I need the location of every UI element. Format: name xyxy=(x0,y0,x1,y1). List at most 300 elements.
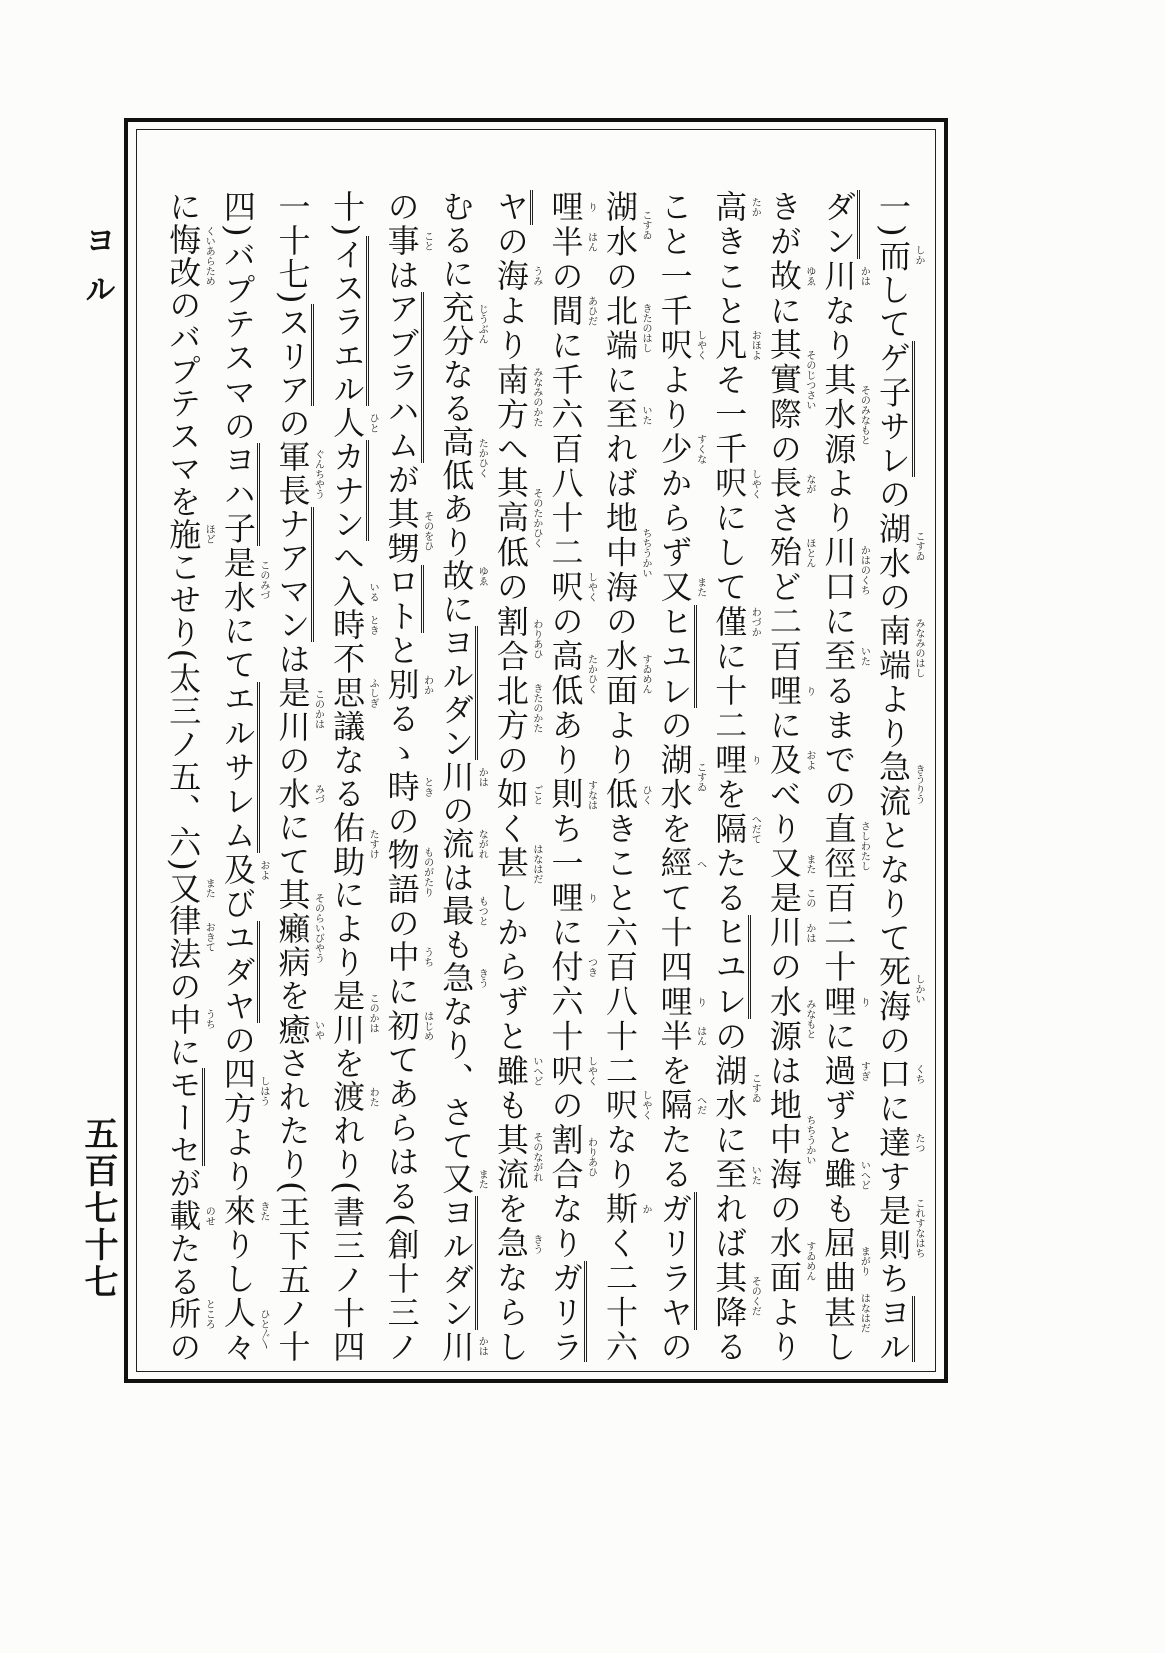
ruby-word xyxy=(437,894,488,928)
furigana: へだ xyxy=(694,1095,706,1116)
base-text: 及 xyxy=(218,852,257,887)
ruby-word xyxy=(546,639,597,709)
text-run: ち一 xyxy=(546,811,585,881)
ruby-word xyxy=(382,769,433,804)
base-text: 初 xyxy=(382,1008,421,1043)
furigana: うみ xyxy=(530,266,542,287)
ruby-word xyxy=(164,1297,215,1331)
furigana: り xyxy=(585,893,597,904)
base-text: 載 xyxy=(164,1199,203,1232)
text-run: より xyxy=(601,708,640,778)
furigana: きた xyxy=(257,1200,269,1221)
ruby-word xyxy=(655,984,706,1020)
ruby-word xyxy=(710,1260,761,1331)
ruby-word xyxy=(437,424,488,492)
text-run: は xyxy=(382,258,421,293)
furigana: きたのかた xyxy=(530,683,542,734)
ruby-word xyxy=(546,1053,597,1089)
furigana: そのたかひく xyxy=(530,488,542,549)
ruby-word xyxy=(874,750,924,819)
ruby-word xyxy=(164,1199,215,1232)
furigana: かは xyxy=(476,1336,488,1357)
furigana: みなみのかた xyxy=(530,367,542,428)
proper-noun: ガリラヤ xyxy=(656,1192,697,1330)
base-text: 湖水 xyxy=(655,742,694,812)
furigana: あひだ xyxy=(585,295,597,326)
base-text: 時 xyxy=(328,608,367,643)
furigana: こすゐ xyxy=(913,530,924,561)
ruby-word xyxy=(382,496,433,566)
base-text: 水 xyxy=(273,776,312,811)
text-column xyxy=(702,190,761,1363)
ruby-word xyxy=(819,1157,870,1192)
text-run: の xyxy=(874,1023,912,1058)
ruby-word xyxy=(764,984,815,1054)
text-run: あり xyxy=(437,491,476,559)
base-text: 其甥 xyxy=(382,496,421,566)
furigana: り xyxy=(585,202,597,213)
proper-noun: ナアマン xyxy=(273,507,314,642)
furigana: また xyxy=(476,1169,488,1190)
base-text: 是川 xyxy=(273,675,312,744)
text-run: より xyxy=(764,1295,803,1363)
furigana: ながれ xyxy=(476,828,488,859)
furigana: ものがたり xyxy=(421,847,433,898)
base-text: 高低 xyxy=(437,424,476,492)
furigana: ちちうかい xyxy=(640,527,652,578)
furigana: とき xyxy=(367,615,379,636)
furigana: いた xyxy=(640,404,652,425)
text-run: の xyxy=(710,1019,749,1054)
ruby-word xyxy=(764,466,815,501)
text-run: に xyxy=(764,293,803,329)
proper-noun: ヨル xyxy=(874,1296,915,1362)
text-run: に xyxy=(819,1019,858,1054)
proper-noun: ヒユレ xyxy=(710,915,751,1019)
ruby-word xyxy=(164,517,215,551)
text-run: なり、さて xyxy=(437,994,476,1163)
furigana: はなはだ xyxy=(858,1292,870,1333)
ruby-word xyxy=(328,406,379,440)
base-text: 中 xyxy=(164,1002,203,1036)
furigana: ふしぎ xyxy=(367,677,379,708)
ruby-word xyxy=(874,613,924,683)
furigana: こすゐ xyxy=(694,762,706,793)
furigana: しやく xyxy=(749,468,761,499)
furigana: みづ xyxy=(312,783,324,804)
text-run: に xyxy=(819,604,858,640)
furigana: わか xyxy=(421,674,433,695)
base-text: 呎 xyxy=(655,328,694,363)
base-text: 呎 xyxy=(546,570,585,605)
ruby-word xyxy=(328,642,379,744)
text-run: へ xyxy=(491,431,530,467)
furigana: か xyxy=(640,1204,652,1215)
text-run: の xyxy=(601,604,640,640)
base-text: 四方 xyxy=(218,1057,257,1126)
ruby-word xyxy=(164,222,215,289)
furigana: また xyxy=(803,853,815,874)
proper-noun: アブラハム xyxy=(383,292,424,463)
furigana: はん xyxy=(694,1026,706,1047)
base-text: 水源 xyxy=(764,984,803,1054)
text-run: に xyxy=(764,708,803,743)
text-run: を xyxy=(328,1046,367,1081)
base-text: 南端 xyxy=(874,613,912,683)
base-text: 北端 xyxy=(601,293,640,363)
ruby-word xyxy=(819,535,870,605)
ruby-word xyxy=(218,1296,269,1363)
furigana: おほよ xyxy=(749,330,761,361)
text-run: ど二百 xyxy=(764,570,803,674)
text-run: より xyxy=(874,682,912,751)
proper-noun: ヨハ子 xyxy=(219,443,260,545)
furigana: そのくだ xyxy=(749,1275,761,1316)
furigana: はなはだ xyxy=(530,843,542,884)
text-run: に xyxy=(382,974,421,1009)
base-text: 哩 xyxy=(819,984,858,1020)
base-text: 又 xyxy=(764,846,803,881)
base-text: 其實際 xyxy=(764,328,803,432)
base-text: 割合 xyxy=(546,1122,585,1192)
ruby-word xyxy=(546,224,597,260)
text-run: の xyxy=(655,1330,694,1363)
ruby-word xyxy=(382,838,433,907)
base-text: 地中海 xyxy=(601,500,640,605)
text-run: 一十七) xyxy=(273,190,312,304)
text-run: る xyxy=(710,1330,749,1363)
ruby-word xyxy=(655,431,706,467)
text-run: さ xyxy=(764,500,803,536)
base-text: 時 xyxy=(382,769,421,804)
furigana: り xyxy=(858,996,870,1007)
base-text: 是川 xyxy=(328,978,367,1047)
ruby-word xyxy=(819,362,870,467)
base-text: 川 xyxy=(764,915,803,951)
text-run: きが xyxy=(764,190,803,260)
ruby-word xyxy=(764,742,815,778)
furigana: このかは xyxy=(367,992,379,1033)
ruby-word xyxy=(546,880,597,916)
furigana: きうりう xyxy=(913,764,924,805)
furigana: しはう xyxy=(257,1076,269,1107)
text-run: に xyxy=(164,190,203,223)
base-text: 半 xyxy=(546,224,585,260)
ruby-word xyxy=(328,810,379,878)
ruby-word xyxy=(328,608,379,643)
furigana: ちちうかい xyxy=(803,1115,815,1166)
base-text: 低 xyxy=(601,777,640,812)
ruby-word xyxy=(710,328,761,363)
ruby-word xyxy=(710,466,761,501)
text-run: と xyxy=(382,633,421,668)
furigana: およ xyxy=(257,859,269,880)
ruby-word xyxy=(218,852,269,887)
text-run: の xyxy=(382,190,421,225)
text-column xyxy=(210,190,269,1363)
furigana: つき xyxy=(585,957,597,978)
base-text: 是則 xyxy=(874,1193,912,1262)
text-run: の xyxy=(491,742,530,778)
furigana: のせ xyxy=(203,1205,215,1226)
base-text: 屈曲 xyxy=(819,1226,858,1296)
furigana: そのらいびやう xyxy=(312,893,324,964)
ruby-word xyxy=(546,190,597,225)
text-run: を xyxy=(710,777,749,812)
text-column xyxy=(592,190,652,1363)
furigana: たかひく xyxy=(476,438,488,479)
text-column xyxy=(647,190,706,1363)
base-text: 如 xyxy=(491,777,530,812)
ruby-word xyxy=(491,673,542,743)
text-run: て十四 xyxy=(655,880,694,985)
proper-noun: ヤ xyxy=(492,190,533,225)
furigana: ひく xyxy=(640,784,652,805)
furigana: なが xyxy=(803,473,815,494)
text-run: 十) xyxy=(328,190,367,237)
text-run: そ一千 xyxy=(710,362,749,467)
base-text: 凡 xyxy=(710,328,749,363)
furigana: しか xyxy=(913,244,924,265)
text-run: が xyxy=(164,1166,203,1200)
text-run: の xyxy=(273,406,312,440)
proper-noun: イスラエル xyxy=(328,236,369,406)
ruby-word xyxy=(491,604,542,674)
text-run: れば xyxy=(710,1191,749,1261)
text-run: も xyxy=(491,1088,530,1123)
text-run: なり xyxy=(546,1191,585,1261)
text-run: 四)バプテスマの xyxy=(218,190,257,444)
furigana: うち xyxy=(421,947,433,968)
furigana: このみづ xyxy=(257,559,269,600)
base-text: 來 xyxy=(218,1193,257,1228)
text-run: されたり(王下五ノ十 xyxy=(273,1046,312,1363)
text-column xyxy=(265,190,324,1363)
furigana: みなもと xyxy=(803,999,815,1040)
text-column xyxy=(429,190,488,1363)
ruby-word xyxy=(874,1057,924,1092)
base-text: 癒 xyxy=(273,1012,312,1047)
furigana: そのながれ xyxy=(530,1132,542,1183)
base-text: 佑助 xyxy=(328,810,367,878)
ruby-word xyxy=(437,827,488,861)
base-text: 施 xyxy=(164,517,203,551)
base-text: 至 xyxy=(710,1157,749,1192)
furigana: これすなはち xyxy=(913,1197,924,1258)
ruby-word xyxy=(764,1088,815,1192)
furigana: たかひく xyxy=(585,653,597,694)
base-text: 達 xyxy=(874,1125,912,1160)
furigana: わた xyxy=(367,1086,379,1107)
base-text: 不思議 xyxy=(328,642,367,744)
base-text: 充分 xyxy=(437,290,476,358)
base-text: 人 xyxy=(328,406,367,440)
ruby-word xyxy=(437,558,488,593)
text-column xyxy=(811,190,870,1363)
base-text: 過 xyxy=(819,1053,858,1089)
base-text: 哩 xyxy=(764,673,803,709)
text-run: に xyxy=(874,1091,912,1126)
base-text: 哩 xyxy=(655,984,694,1020)
ruby-word xyxy=(491,1122,542,1192)
page-number: 五百七十七 xyxy=(78,1116,118,1301)
furigana: こすゐ xyxy=(749,1073,761,1104)
base-text: 川口 xyxy=(819,535,858,605)
furigana: きう xyxy=(476,967,488,988)
furigana: しやく xyxy=(585,1055,597,1086)
text-run: たる xyxy=(655,1122,694,1192)
ruby-word xyxy=(874,1193,924,1262)
furigana: ところ xyxy=(203,1298,215,1329)
base-text: 則 xyxy=(546,777,585,812)
ruby-word xyxy=(328,1080,379,1114)
text-run: して xyxy=(874,272,912,342)
ruby-word xyxy=(546,570,597,605)
ruby-word xyxy=(710,1157,761,1192)
ruby-word xyxy=(491,777,542,812)
furigana: いへど xyxy=(858,1159,870,1190)
base-text: 其癩病 xyxy=(273,877,312,979)
furigana: はん xyxy=(585,231,597,252)
text-column xyxy=(865,190,924,1363)
text-run: の xyxy=(382,803,421,839)
base-text: 高低 xyxy=(546,639,585,709)
base-text: 川 xyxy=(437,760,476,794)
ruby-word xyxy=(710,604,761,640)
text-run: りし xyxy=(218,1227,257,1296)
base-text: 渡 xyxy=(328,1080,367,1114)
ruby-word xyxy=(164,1002,215,1036)
base-text: 甚 xyxy=(491,846,530,881)
ruby-word xyxy=(218,1193,269,1228)
furigana: かはのくち xyxy=(858,545,870,596)
proper-noun: ヨルダン xyxy=(437,626,478,760)
ruby-word xyxy=(819,1226,870,1296)
proper-noun: ゲ子サレ xyxy=(874,341,915,477)
text-run: にて xyxy=(218,613,257,683)
text-run: が xyxy=(382,462,421,497)
base-text: 所 xyxy=(164,1297,203,1331)
text-column xyxy=(756,190,815,1363)
ruby-word xyxy=(710,811,761,847)
base-text: 悔改 xyxy=(164,222,203,289)
base-text: 水面 xyxy=(601,639,640,709)
ruby-word xyxy=(819,984,870,1020)
ruby-word xyxy=(655,742,706,812)
text-run: となりて xyxy=(874,818,912,955)
base-text: 經 xyxy=(655,846,694,881)
text-run: より xyxy=(491,293,530,363)
ruby-word xyxy=(491,466,542,571)
text-run: く二十六 xyxy=(601,1226,640,1363)
ruby-word xyxy=(764,259,815,294)
ruby-word xyxy=(328,978,379,1047)
text-run: を xyxy=(273,978,312,1013)
text-run: は xyxy=(764,1053,803,1089)
furigana: うち xyxy=(203,1008,215,1029)
text-run: べり xyxy=(764,777,803,847)
text-run: に xyxy=(164,1035,203,1069)
ruby-word xyxy=(437,1330,488,1363)
ruby-word xyxy=(328,574,379,609)
furigana: ほど xyxy=(203,523,215,544)
text-column xyxy=(483,190,542,1363)
ruby-word xyxy=(546,777,597,812)
ruby-word xyxy=(819,1292,870,1333)
base-text: 哩 xyxy=(546,880,585,916)
ruby-word xyxy=(491,1053,542,1089)
furigana: とき xyxy=(421,776,433,797)
text-run: く xyxy=(491,811,530,847)
base-text: 故 xyxy=(764,259,803,294)
base-text: 故 xyxy=(437,558,476,593)
furigana: きたのはし xyxy=(640,303,652,354)
text-run: の xyxy=(764,431,803,467)
base-text: 物語 xyxy=(382,838,421,907)
furigana: たすけ xyxy=(367,829,379,860)
furigana: たつ xyxy=(913,1132,924,1153)
ruby-word xyxy=(764,535,815,571)
base-text: 間 xyxy=(546,293,585,329)
furigana: すくな xyxy=(694,434,706,465)
base-text: 是水 xyxy=(218,545,257,614)
text-run: ち xyxy=(874,1261,912,1297)
base-text: 呎 xyxy=(710,466,749,501)
ruby-word xyxy=(546,293,597,329)
furigana: ほとん xyxy=(803,537,815,568)
base-text: 中 xyxy=(382,940,421,975)
proper-noun: モーセ xyxy=(164,1068,205,1166)
base-text: 海 xyxy=(491,259,530,294)
text-run: 百二十 xyxy=(819,880,858,985)
base-text: 是 xyxy=(764,880,803,916)
furigana: ぐんちやう xyxy=(312,448,324,499)
ruby-word xyxy=(874,511,924,580)
base-text: 哩 xyxy=(710,742,749,778)
base-text: 水面 xyxy=(764,1226,803,1296)
ruby-word xyxy=(382,667,433,702)
text-run: こせり(太三ノ五、六) xyxy=(164,550,203,871)
text-run: れば xyxy=(601,431,640,501)
furigana: いや xyxy=(312,1019,324,1040)
text-run: の xyxy=(655,708,694,743)
ruby-word xyxy=(273,1012,324,1047)
base-text: 湖水 xyxy=(601,190,640,260)
base-text: 付 xyxy=(546,950,585,985)
text-run: からず xyxy=(655,466,694,571)
text-run: に xyxy=(437,592,476,626)
text-run: にして xyxy=(710,500,749,605)
ruby-word xyxy=(601,190,652,260)
ruby-word xyxy=(874,954,924,1024)
base-text: 又 xyxy=(655,570,694,605)
furigana: きう xyxy=(530,1233,542,1254)
ruby-word xyxy=(764,880,815,916)
text-run: の xyxy=(218,1023,257,1058)
ruby-word xyxy=(601,777,652,812)
furigana: わづか xyxy=(749,606,761,637)
furigana: しやく xyxy=(640,1090,652,1121)
text-run: に十二 xyxy=(710,639,749,743)
text-column xyxy=(319,190,379,1363)
text-run: に xyxy=(601,362,640,398)
furigana: わりあひ xyxy=(585,1137,597,1178)
base-text: 雖 xyxy=(819,1157,858,1192)
ruby-word xyxy=(437,290,488,358)
ruby-word xyxy=(218,545,269,614)
text-run: の xyxy=(546,604,585,640)
text-run: に xyxy=(546,915,585,951)
